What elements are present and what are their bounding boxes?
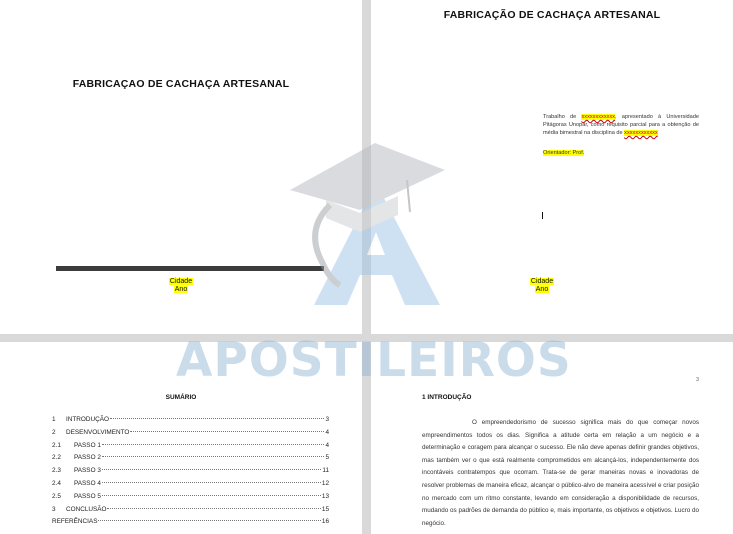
toc-label: PASSO 2 <box>74 454 101 462</box>
summary-page <box>0 342 362 534</box>
toc-label: PASSO 5 <box>74 492 101 500</box>
toc-item[interactable] <box>52 467 329 480</box>
title-page-title: FABRICAÇÃO DE CACHAÇA ARTESANAL <box>443 9 661 21</box>
toc-leader <box>102 482 321 483</box>
toc-page: 11 <box>322 467 329 475</box>
toc-label: PASSO 4 <box>74 479 101 487</box>
toc-page: 15 <box>321 505 329 513</box>
toc-number: 3 <box>52 505 56 513</box>
toc-item[interactable] <box>52 480 329 493</box>
toc-page: 3 <box>325 416 329 423</box>
toc-item[interactable] <box>52 518 329 531</box>
title-city: Cidade <box>530 278 554 285</box>
toc-item[interactable] <box>52 454 329 467</box>
advisor-label: Orientador: Prof. <box>543 150 585 156</box>
page-number: 3 <box>695 377 699 383</box>
toc-leader <box>98 520 320 521</box>
toc-leader <box>102 495 321 496</box>
watermark-text: APOSTILEIROS <box>176 333 572 388</box>
table-of-contents <box>52 416 329 531</box>
introduction-page <box>371 342 733 534</box>
section-title: 1 INTRODUÇÃO <box>422 394 472 401</box>
toc-page: 4 <box>325 441 329 449</box>
toc-leader <box>102 444 325 445</box>
toc-label: DESENVOLVIMENTO <box>66 428 130 436</box>
title-year: Ano <box>535 286 549 293</box>
toc-item[interactable] <box>52 416 329 429</box>
body-paragraph: O empreendedorismo de sucesso significa mais do que começar novos empreendimentos todos os dias. Significa a atitude certa em relação a um negócio e a determinação e coragem para alcançar o sucesso. Ele não deve apenas definir grandes objetivos, mas também ver o que está realmente comprometidos em alcançá-los, independentemente dos incontáveis contratempos que ocorram. Trata-se de gerar maneiras novas e inovadoras de resolver problemas de maneira eficaz, alcançar o público-alvo de maneira acessível e criar posição no mercado com um ritmo constante, levando em consideração a disponibilidade de recursos, mudando os padrões de demanda do público e, mais importante, os objetivos e objetivos. Lucro do negócio. <box>422 419 699 527</box>
cover-divider-bar <box>56 266 324 271</box>
toc-number: 2.4 <box>52 479 61 487</box>
toc-number: 1 <box>52 416 56 423</box>
toc-item[interactable] <box>52 429 329 442</box>
advisor-line <box>543 149 584 157</box>
toc-page: 5 <box>325 454 329 462</box>
toc-number: 2.2 <box>52 454 61 462</box>
toc-leader <box>130 431 324 432</box>
toc-number: 2 <box>52 428 56 436</box>
text-cursor <box>542 212 543 219</box>
toc-item[interactable] <box>52 506 329 519</box>
summary-title: SUMÁRIO <box>165 394 197 401</box>
toc-label: CONCLUSÃO <box>66 505 107 513</box>
title-city-year <box>371 278 723 294</box>
toc-leader <box>110 418 324 419</box>
toc-leader <box>102 469 321 470</box>
toc-number: 2.5 <box>52 492 61 500</box>
desc-mid: , apresentado à Universidade Pitágoras Unopar, como requisito parcial para a obtenção de média bimestral na disciplina de <box>543 114 700 136</box>
toc-number: 2.1 <box>52 441 61 449</box>
cover-page <box>0 0 362 334</box>
toc-number: 2.3 <box>52 467 61 475</box>
title-page <box>371 0 733 334</box>
toc-page: 12 <box>321 479 329 487</box>
toc-leader <box>107 508 320 509</box>
work-description <box>543 113 699 137</box>
desc-prefix: Trabalho de <box>543 114 582 120</box>
toc-page: 16 <box>321 518 329 526</box>
toc-page: 13 <box>321 492 329 500</box>
toc-item[interactable] <box>52 493 329 506</box>
toc-item[interactable] <box>52 442 329 455</box>
toc-page: 4 <box>325 428 329 436</box>
author-placeholder: xxxxxxxxxxxx <box>581 114 616 120</box>
cover-year: Ano <box>174 286 188 293</box>
cover-city-year <box>0 278 362 294</box>
toc-label: PASSO 3 <box>74 467 101 475</box>
toc-label: REFERÊNCIAS <box>52 518 98 526</box>
toc-label: PASSO 1 <box>74 441 101 449</box>
cover-city: Cidade <box>169 278 193 285</box>
toc-label: INTRODUÇÃO <box>66 416 109 423</box>
discipline-placeholder: xxxxxxxxxxxx <box>624 130 658 136</box>
toc-leader <box>102 456 325 457</box>
cover-title: FABRICAÇAO DE CACHAÇA ARTESANAL <box>72 78 290 90</box>
